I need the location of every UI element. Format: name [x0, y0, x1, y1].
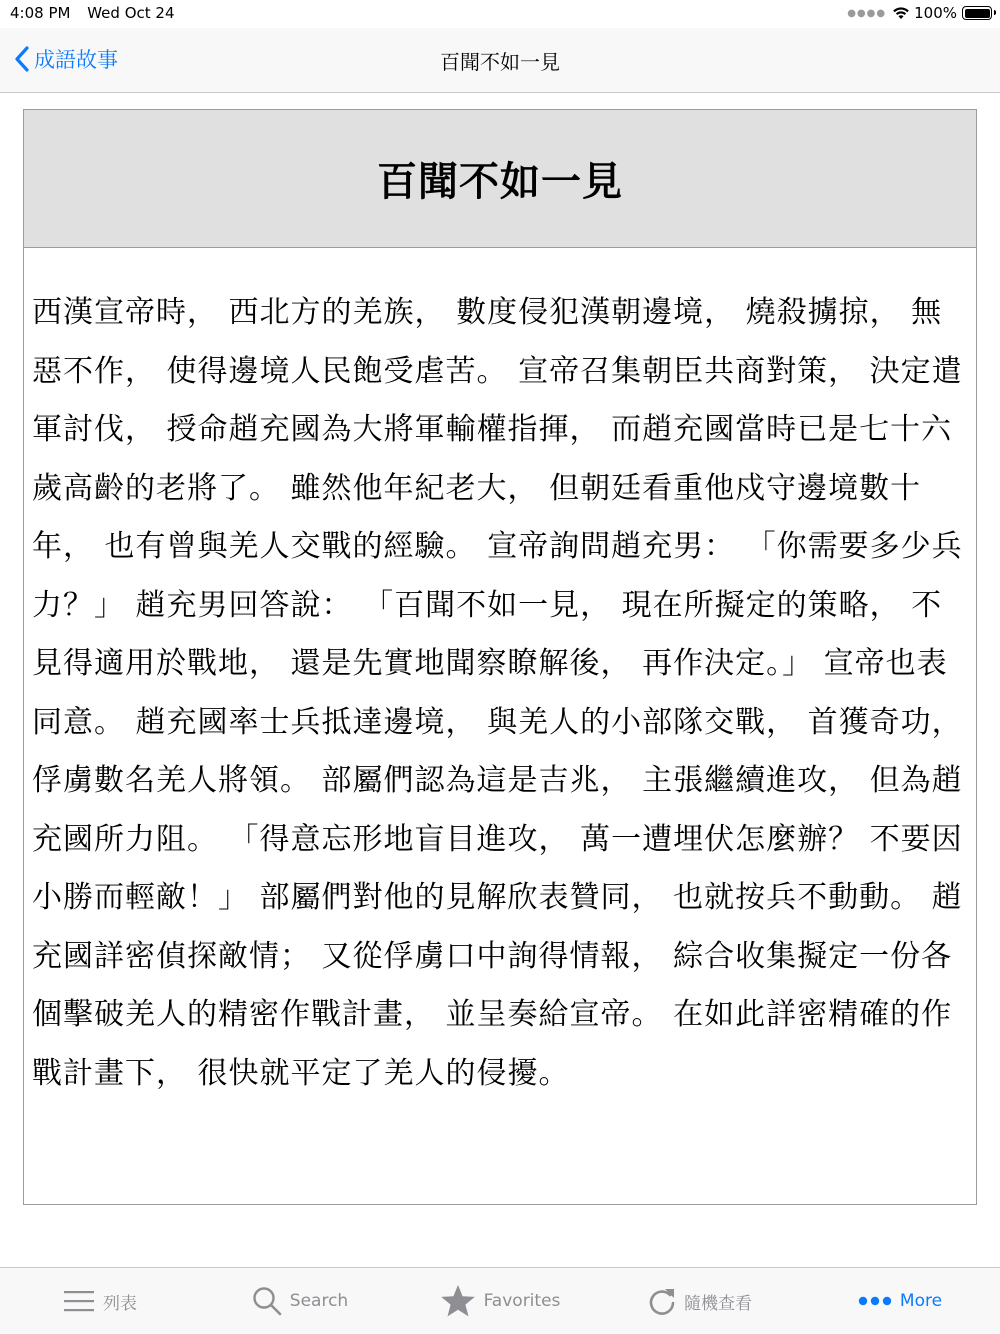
- tab-list[interactable]: [0, 1268, 200, 1334]
- tab-favorites-label: Favorites: [483, 1291, 561, 1311]
- wifi-icon: [892, 6, 910, 20]
- story-card: [23, 109, 977, 1205]
- tab-list-label: 列表: [103, 1293, 137, 1314]
- tab-more[interactable]: [800, 1268, 1000, 1334]
- back-button-label: 成語故事: [34, 48, 118, 72]
- nav-title: 百聞不如一見: [440, 50, 560, 74]
- list-icon: [63, 1289, 95, 1313]
- navigation-bar: [0, 28, 1000, 93]
- battery-percent: 100%: [914, 4, 957, 22]
- star-icon: [440, 1284, 476, 1318]
- more-icon: [858, 1296, 892, 1306]
- status-date: Wed Oct 24: [87, 4, 175, 22]
- story-title: 百聞不如一見: [377, 159, 623, 205]
- search-icon: [252, 1286, 282, 1316]
- battery-icon: [962, 6, 992, 20]
- tab-random-label: 隨機查看: [684, 1293, 752, 1314]
- tab-search[interactable]: [200, 1268, 400, 1334]
- tab-bar: [0, 1267, 1000, 1334]
- status-bar: [0, 0, 1000, 28]
- story-header: [24, 110, 976, 248]
- story-body: 西漢宣帝時， 西北方的羌族， 數度侵犯漢朝邊境， 燒殺擄掠， 無惡不作， 使得邊境人民飽受虐苦。 宣帝召集朝臣共商對策， 決定遣軍討伐， 授命趙充國為大將軍輸權指揮， 而趙充國當時已是七十六歲高齡的老將了。 雖然他年紀老大， 但朝廷看重他戍守邊境數十年， 也有曾與羌人交戰的經驗。 宣帝詢問趙充男： 「你需要多少兵力？」 趙充男回答說： 「百聞不如一見， 現在所擬定的策略， 不見得適用於戰地， 還是先實地聞察瞭解後， 再作決定。」 宣帝也表同意。 趙充國率士兵抵達邊境， 與羌人的小部隊交戰， 首獲奇功， 俘虜數名羌人將領。 部屬們認為這是吉兆， 主張繼續進攻， 但為趙充國所力阻。 「得意忘形地盲目進攻， 萬一遭埋伏怎麼辦？ 不要因小勝而輕敵！」 部屬們對他的見解欣表贊同， 也就按兵不動動。 趙充國詳密偵探敵情； 又從俘虜口中詢得情報， 綜合收集擬定一份各個擊破羌人的精密作戰計畫， 並呈奏給宣帝。 在如此詳密精確的作戰計畫下， 很快就平定了羌人的侵擾。: [32, 295, 963, 1091]
- tab-favorites[interactable]: [400, 1268, 600, 1334]
- cellular-signal-icon: ●●●●: [847, 7, 887, 19]
- tab-search-label: Search: [289, 1291, 349, 1311]
- tab-more-label: More: [899, 1291, 943, 1311]
- tab-random[interactable]: [600, 1268, 800, 1334]
- refresh-icon: [648, 1286, 676, 1316]
- status-time: 4:08 PM: [10, 4, 71, 22]
